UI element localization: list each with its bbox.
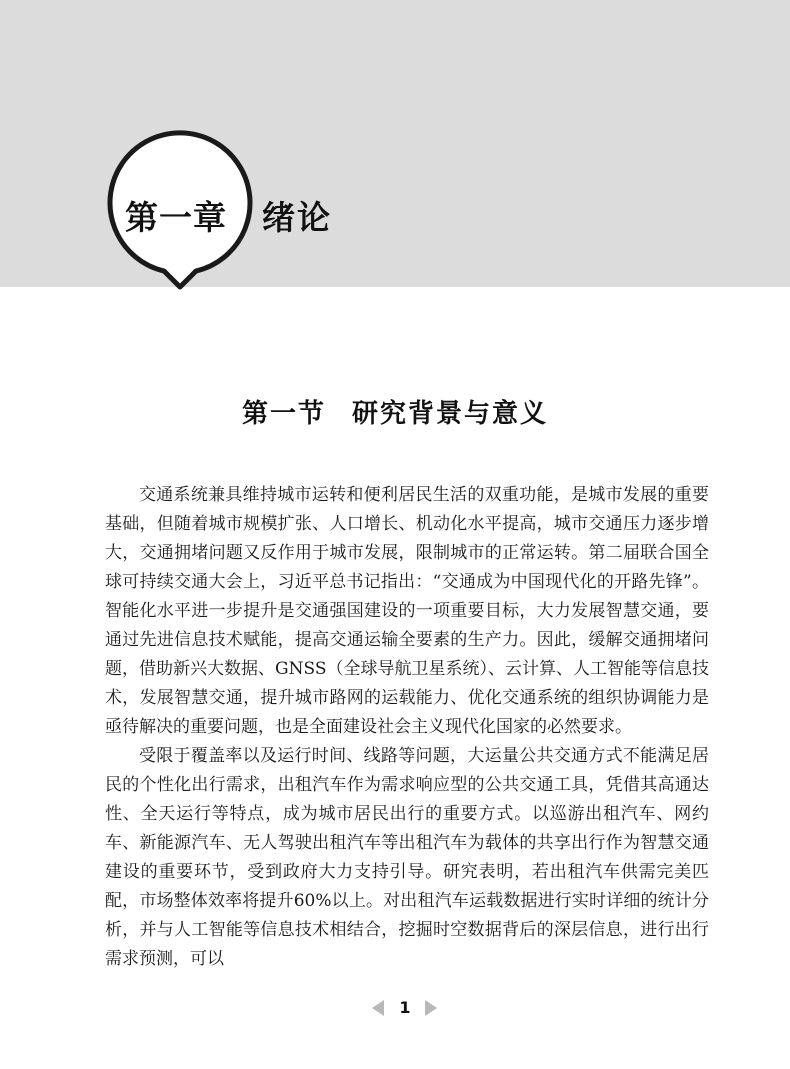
page-footer [0, 996, 790, 1020]
chapter-title: 绪论 [262, 198, 332, 237]
section-title-text: 研究背景与意义 [352, 399, 549, 429]
paragraph: 受限于覆盖率以及运行时间、线路等问题，大运量公共交通方式不能满足居民的个性化出行需求，出租汽车作为需求响应型的公共交通工具，凭借其高通达性、全天运行等特点，成为城市居民出行的重要方式。以巡游出租汽车、网约车、新能源汽车、无人驾驶出租汽车等出租汽车为载体的共享出行作为智慧交通建设的重要环节，受到政府大力支持引导。研究表明，若出租汽车供需完美匹配，市场整体效率将提升60%以上。对出租汽车运载数据进行实时详细的统计分析，并与人工智能等信息技术相结合，挖掘时空数据背后的深层信息，进行出行需求预测，可以 [105, 746, 709, 969]
body-text [105, 481, 709, 974]
paragraph: 交通系统兼具维持城市运转和便利居民生活的双重功能，是城市发展的重要基础，但随着城市规模扩张、人口增长、机动化水平提高，城市交通压力逐步增大，交通拥堵问题又反作用于城市发展，限制城市的正常运转。第二届联合国全球可持续交通大会上，习近平总书记指出：“交通成为中国现代化的开路先锋”。智能化水平进一步提升是交通强国建设的一项重要目标，大力发展智慧交通，要通过先进信息技术赋能，提高交通运输全要素的生产力。因此，缓解交通拥堵问题，借助新兴大数据、GNSS（全球导航卫星系统）、云计算、人工智能等信息技术，发展智慧交通，提升城市路网的运载能力、优化交通系统的组织协调能力是亟待解决的重要问题，也是全面建设社会主义现代化国家的必然要求。 [105, 485, 709, 737]
chapter-number-label: 第一章 [125, 198, 227, 237]
section-heading [0, 393, 790, 430]
page-number: 1 [399, 998, 411, 1017]
chapter-badge-shape [0, 0, 260, 290]
section-number: 第一节 [241, 399, 326, 429]
next-page-icon[interactable] [425, 1000, 437, 1016]
previous-page-icon[interactable] [372, 1000, 384, 1016]
